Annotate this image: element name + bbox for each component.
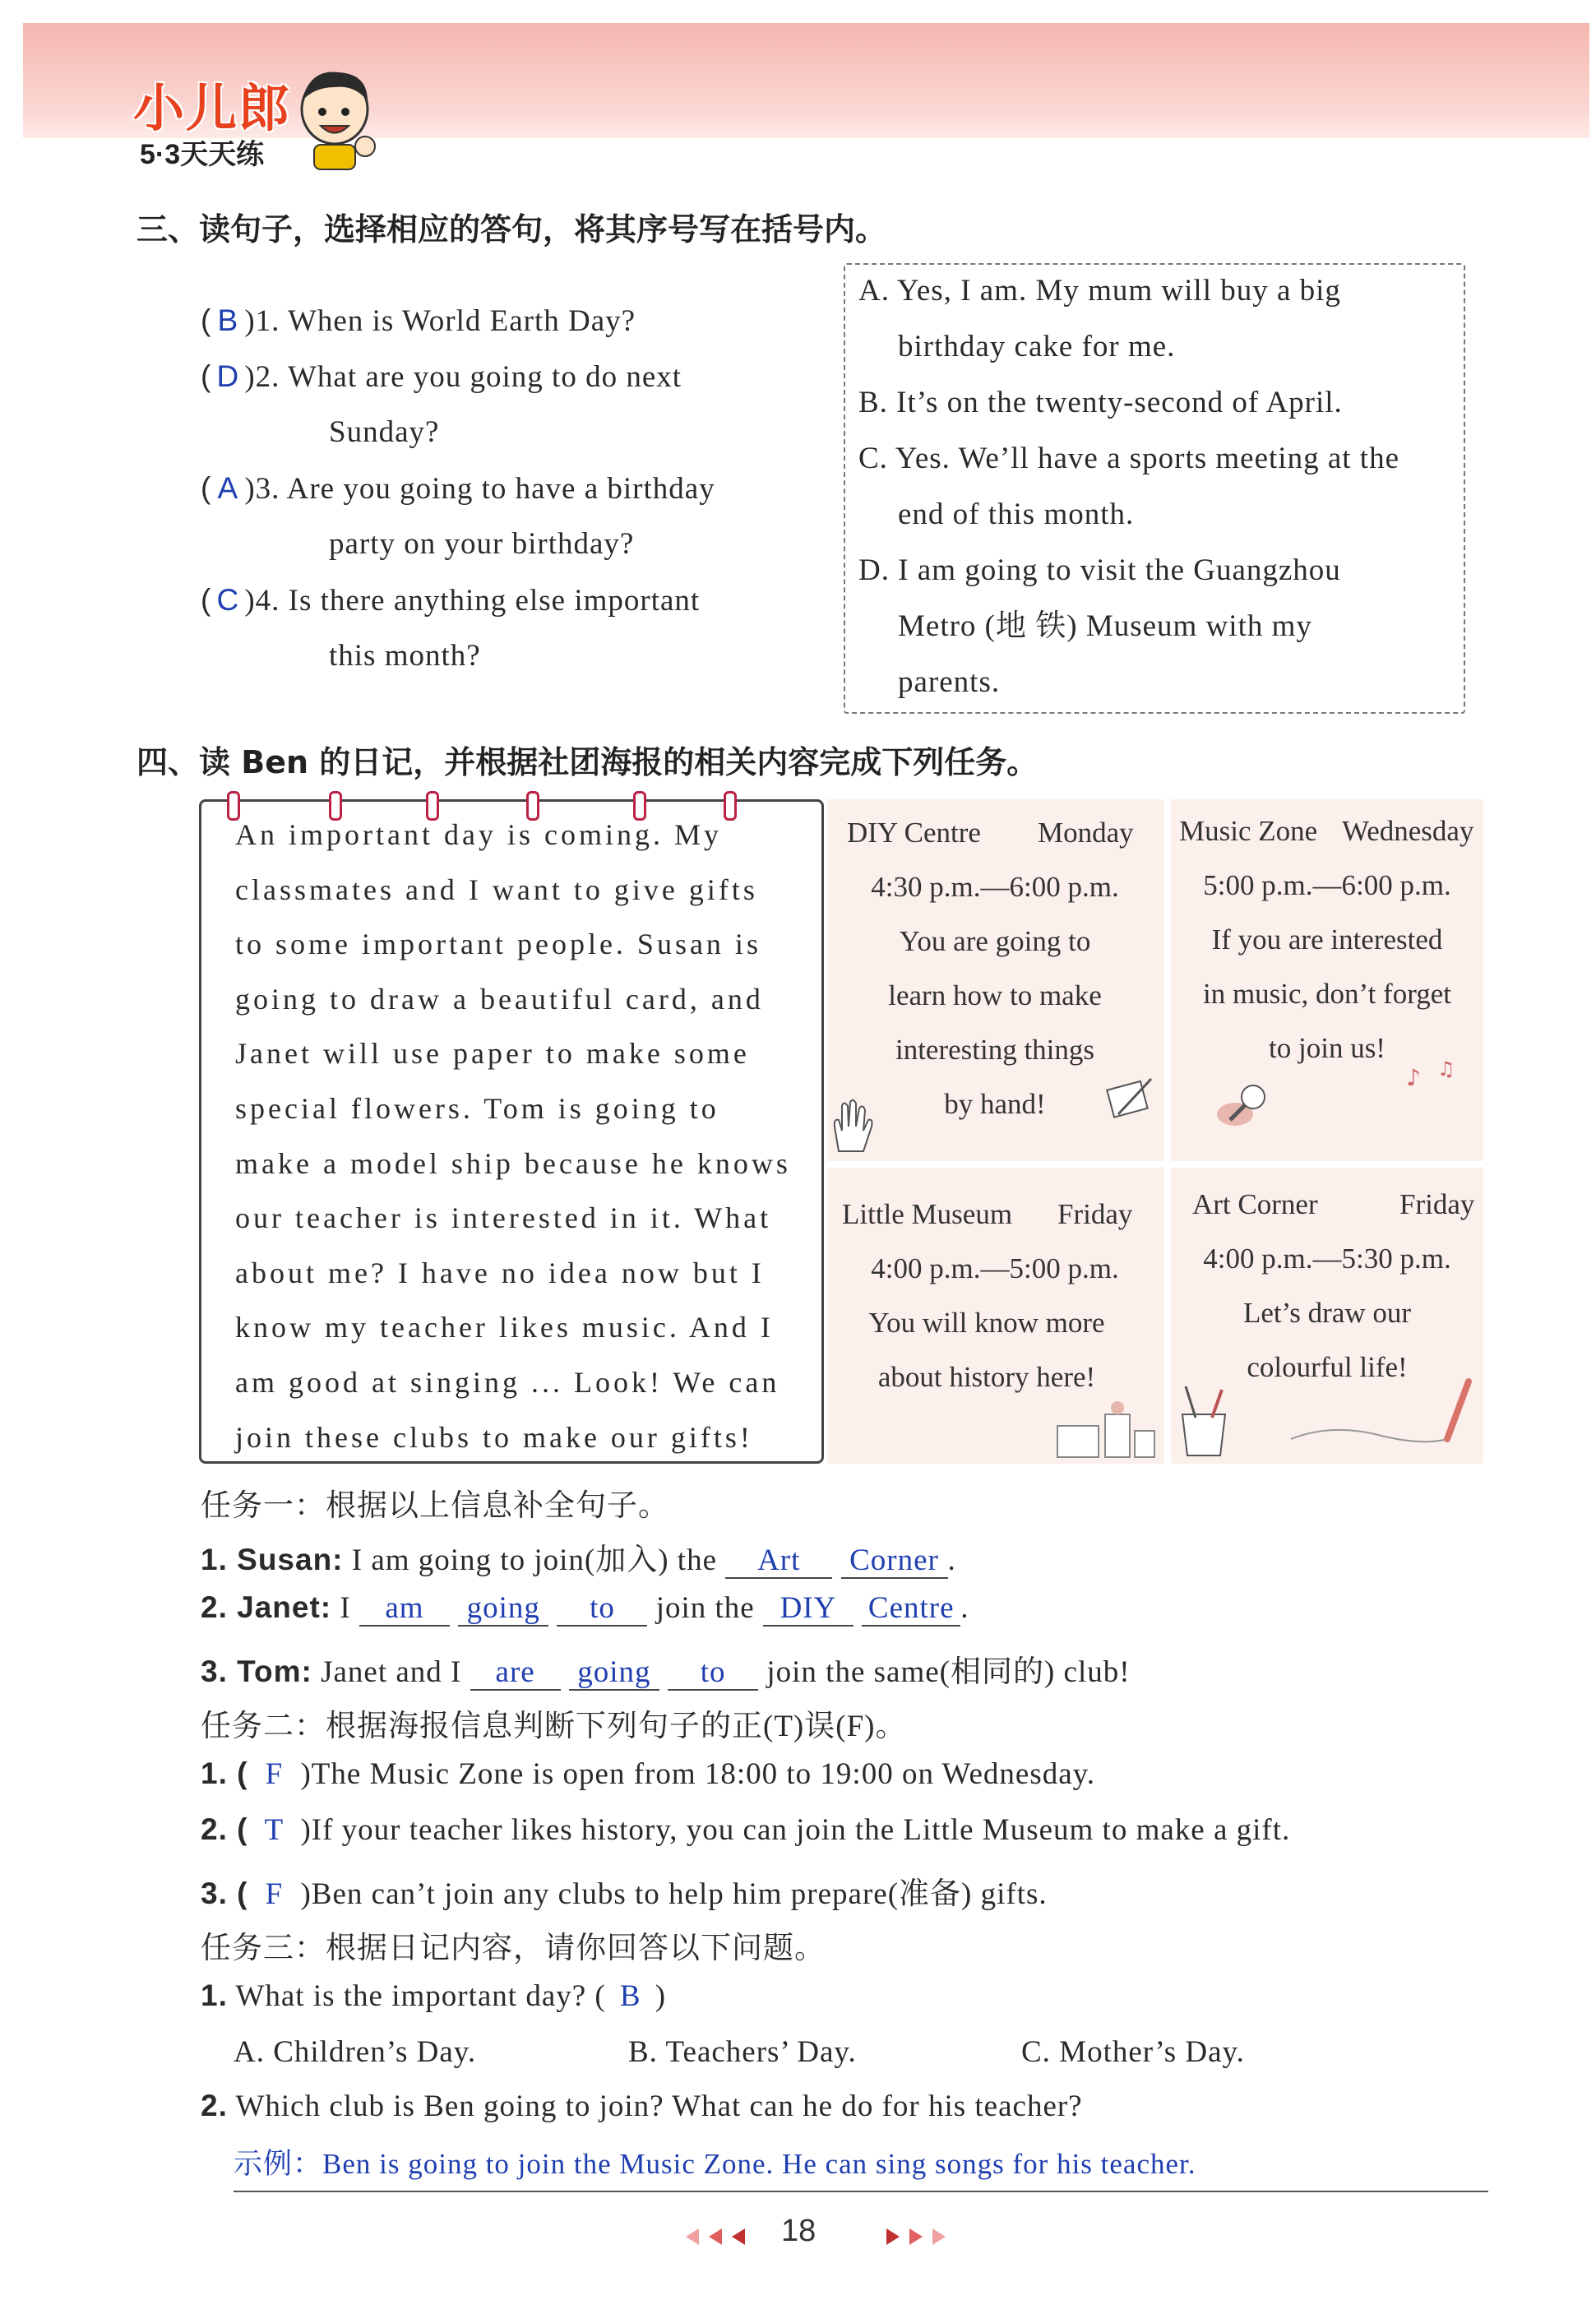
- poster-music-name: Music Zone: [1179, 815, 1318, 847]
- diary-line: going to draw a beautiful card, and: [235, 982, 764, 1016]
- question-2-answer: D: [216, 359, 240, 393]
- task1-sentence-3: 3. Tom: Janet and I are going to join the same(相同的) club!: [201, 1654, 1131, 1689]
- hand-icon: [822, 1094, 880, 1159]
- blank: going: [569, 1657, 659, 1691]
- svg-text:♪: ♪: [1406, 1064, 1421, 1091]
- page-number: 18: [781, 2214, 817, 2248]
- question-3-cont: party on your birthday?: [329, 527, 635, 561]
- blank: to: [668, 1657, 758, 1691]
- option-d-cont2: parents.: [898, 665, 1001, 699]
- diary-text: [235, 808, 791, 1465]
- option-a: A. Yes, I am. My mum will buy a big: [858, 274, 1341, 308]
- blank: going: [458, 1593, 548, 1627]
- option-c: C. Yes. We’ll have a sports meeting at the: [858, 442, 1399, 475]
- question-3: ( A )3. Are you going to have a birthday: [201, 460, 715, 517]
- task3-option-c: C. Mother’s Day.: [1021, 2035, 1245, 2069]
- option-d: D. I am going to visit the Guangzhou: [858, 553, 1341, 587]
- poster-art-line: Let’s draw our: [1242, 1297, 1412, 1329]
- museum-display-icon: [1052, 1398, 1159, 1460]
- diary-line: know my teacher likes music. And I: [235, 1311, 774, 1344]
- arrow-left-icon: [682, 2227, 765, 2247]
- diary-line: special flowers. Tom is going to: [235, 1091, 719, 1125]
- diary-line: to some important people. Susan is: [235, 928, 761, 961]
- music-notes-icon: [1398, 1053, 1472, 1102]
- task1-sentence-2: 2. Janet: I am going to join the DIY Centre .: [201, 1590, 969, 1625]
- poster-diy-day: Monday: [1038, 817, 1134, 849]
- poster-music-time: 5:00 p.m.—6:00 p.m.: [1203, 869, 1451, 901]
- section4-title: 四、读 Ben 的日记，并根据社团海报的相关内容完成下列任务。: [136, 744, 1039, 780]
- option-c-cont: end of this month.: [898, 497, 1135, 531]
- poster-museum-day: Friday: [1057, 1198, 1133, 1230]
- poster-music-line: in music, don’t forget: [1202, 978, 1451, 1010]
- poster-art-day: Friday: [1399, 1188, 1475, 1220]
- task3-title: 任务三：根据日记内容，请你回答以下问题。: [201, 1932, 826, 1965]
- poster-music-line: If you are interested: [1211, 923, 1443, 956]
- question-1-answer: B: [217, 303, 239, 337]
- mascot-icon: [289, 64, 380, 171]
- poster-museum-time: 4:00 p.m.—5:00 p.m.: [871, 1252, 1119, 1284]
- question-1: ( B )1. When is World Earth Day?: [201, 293, 636, 349]
- arrow-right-icon: [867, 2227, 949, 2247]
- option-d-cont: Metro (地 铁) Museum with my: [898, 609, 1312, 643]
- poster-art-line: colourful life!: [1247, 1351, 1408, 1383]
- question-4-answer: C: [216, 583, 240, 617]
- poster-museum-line: You will know more: [868, 1307, 1105, 1339]
- task3-question-2: 2. Which club is Ben going to join? What can he do for his teacher?: [201, 2089, 1083, 2123]
- poster-music-day: Wednesday: [1342, 815, 1474, 847]
- blank: to: [557, 1593, 647, 1627]
- task2-title: 任务二：根据海报信息判断下列句子的正(T)误(F)。: [201, 1710, 907, 1743]
- question-4: ( C )4. Is there anything else important: [201, 572, 700, 629]
- task3-option-b: B. Teachers’ Day.: [628, 2035, 857, 2069]
- blank: DIY: [763, 1593, 854, 1627]
- blank: Corner: [841, 1545, 948, 1579]
- question-2: ( D )2. What are you going to do next: [201, 349, 682, 405]
- poster-museum-name: Little Museum: [842, 1198, 1013, 1230]
- diary-line: am good at singing ... Look! We can: [235, 1365, 780, 1399]
- poster-art-name: Art Corner: [1192, 1188, 1318, 1220]
- diary-line: make a model ship because he knows: [235, 1146, 791, 1180]
- poster-diy-line: You are going to: [899, 925, 1091, 957]
- blank: are: [470, 1657, 561, 1691]
- paintbrush-icon: [1283, 1373, 1480, 1455]
- diary-line: An important day is coming. My: [235, 818, 722, 851]
- logo-title: 小儿郎: [133, 81, 292, 137]
- question-3-answer: A: [217, 471, 239, 505]
- task2-item: 1. ( F )The Music Zone is open from 18:00 to 19:00 on Wednesday.: [201, 1756, 1096, 1791]
- poster-music-line: to join us!: [1269, 1032, 1386, 1064]
- option-b: B. It’s on the twenty-second of April.: [858, 386, 1343, 419]
- poster-museum-line: about history here!: [877, 1361, 1096, 1393]
- logo-subtitle: 5·3天天练: [140, 139, 265, 170]
- answer-line: [234, 2191, 1488, 2192]
- task1-sentence-1: 1. Susan: I am going to join(加入) the Art Corner .: [201, 1543, 956, 1577]
- poster-diy-line: by hand!: [944, 1088, 1046, 1120]
- diary-line: our teacher is interested in it. What: [235, 1201, 772, 1235]
- task3-option-a: A. Children’s Day.: [234, 2035, 477, 2069]
- diary-line: join these clubs to make our gifts!: [235, 1420, 753, 1454]
- task1-title: 任务一：根据以上信息补全句子。: [201, 1489, 669, 1523]
- poster-diy-time: 4:30 p.m.—6:00 p.m.: [871, 871, 1119, 903]
- task3-question-1: 1. What is the important day? ( B ): [201, 1978, 667, 2013]
- task3-answer-2: 示例：Ben is going to join the Music Zone. He can sing songs for his teacher.: [234, 2148, 1196, 2180]
- blank: am: [359, 1593, 450, 1627]
- option-a-cont: birthday cake for me.: [898, 330, 1176, 363]
- paint-bucket-icon: [1171, 1381, 1237, 1460]
- poster-diy-line: interesting things: [895, 1034, 1095, 1066]
- paper-craft-icon: [1102, 1069, 1159, 1127]
- svg-text:♫: ♫: [1437, 1057, 1455, 1081]
- question-2-cont: Sunday?: [329, 415, 440, 449]
- blank: Centre: [862, 1593, 960, 1627]
- task2-item: 2. ( T )If your teacher likes history, you can join the Little Museum to make a gift.: [201, 1812, 1291, 1847]
- poster-diy-name: DIY Centre: [847, 817, 981, 849]
- diary-line: Janet will use paper to make some: [235, 1037, 750, 1071]
- microphone-icon: [1212, 1077, 1278, 1135]
- poster-diy-line: learn how to make: [888, 979, 1102, 1011]
- question-4-cont: this month?: [329, 639, 481, 673]
- poster-art-time: 4:00 p.m.—5:30 p.m.: [1203, 1243, 1451, 1275]
- section3-title: 三、读句子，选择相应的答句，将其序号写在括号内。: [136, 211, 887, 248]
- diary-line: classmates and I want to give gifts: [235, 872, 758, 906]
- diary-line: about me? I have no idea now but I: [235, 1256, 765, 1289]
- blank: Art: [725, 1545, 832, 1579]
- task2-item: 3. ( F )Ben can’t join any clubs to help him prepare(准备) gifts.: [201, 1877, 1048, 1911]
